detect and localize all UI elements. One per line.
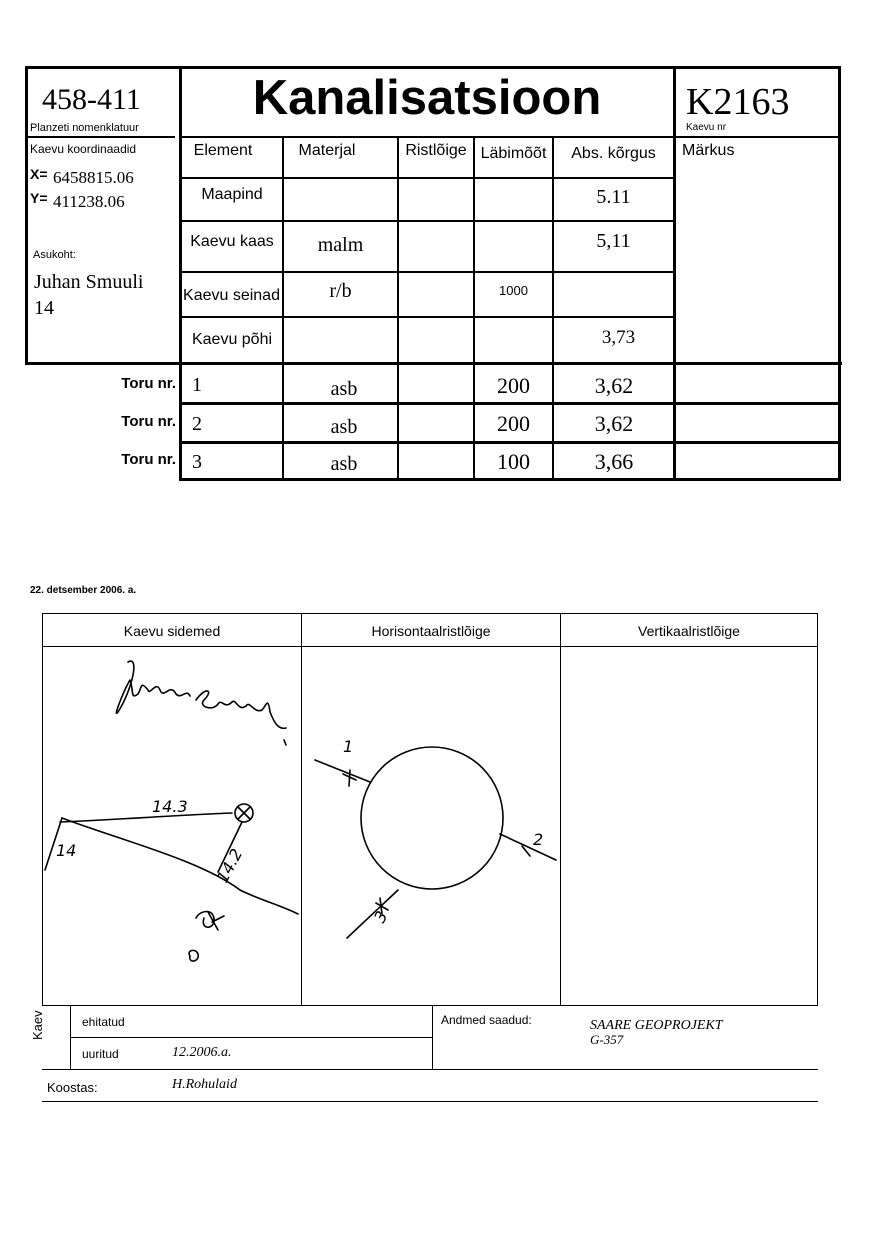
row-element: Kaevu seinad bbox=[183, 287, 280, 304]
col-element: Element bbox=[193, 142, 253, 159]
panel-title-horizontal: Horisontaalristlõige bbox=[371, 623, 491, 639]
y-label: Y= bbox=[30, 190, 48, 206]
pipe-label: Toru nr. bbox=[121, 375, 176, 392]
well-number-value: K2163 bbox=[686, 81, 790, 123]
location-line1: Juhan Smuuli bbox=[34, 271, 144, 293]
row-abs-height: 5.11 bbox=[596, 186, 631, 208]
coordinates-label: Kaevu koordinaadid bbox=[30, 142, 137, 156]
x-value: 6458815.06 bbox=[53, 168, 134, 187]
pipe-number: 1 bbox=[192, 374, 202, 396]
pipe-material: asb bbox=[330, 378, 358, 400]
pipe-label: Toru nr. bbox=[121, 413, 176, 430]
pipe-diameter: 200 bbox=[497, 373, 530, 398]
row-material: malm bbox=[317, 234, 364, 256]
row-diameter: 1000 bbox=[499, 283, 528, 298]
row-material: r/b bbox=[329, 280, 352, 302]
location-label: Asukoht: bbox=[33, 249, 76, 261]
y-value: 411238.06 bbox=[53, 192, 125, 211]
pipe-label: 2 bbox=[533, 830, 544, 849]
x-label: X= bbox=[30, 166, 48, 182]
pipe-material: asb bbox=[330, 453, 358, 475]
pipe-abs-height: 3,66 bbox=[594, 449, 634, 474]
col-diameter: Läbimõõt bbox=[480, 145, 547, 162]
pipe-number: 2 bbox=[192, 413, 202, 435]
row-element: Kaevu kaas bbox=[190, 233, 274, 250]
row-element: Maapind bbox=[201, 186, 263, 203]
footer-side-label: Kaev bbox=[30, 1010, 45, 1040]
signature bbox=[116, 661, 286, 745]
pipe-label: 3 bbox=[370, 907, 392, 926]
dimension-label: 14 bbox=[56, 841, 77, 860]
compiled-label: Koostas: bbox=[47, 1080, 98, 1095]
pipe-material: asb bbox=[330, 416, 358, 438]
col-abs-height: Abs. kõrgus bbox=[571, 145, 656, 162]
location-line2: 14 bbox=[34, 297, 54, 319]
well-number-label: Kaevu nr bbox=[686, 122, 727, 133]
data-from-label: Andmed saadud: bbox=[441, 1013, 532, 1027]
pipe-abs-height: 3,62 bbox=[594, 373, 634, 398]
pipe-label: 1 bbox=[343, 737, 354, 756]
compiled-value: H.Rohulaid bbox=[172, 1077, 237, 1092]
nomenclature-label: Planzeti nomenklatuur bbox=[30, 122, 139, 134]
surveyed-label: uuritud bbox=[82, 1047, 119, 1061]
row-abs-height: 3,73 bbox=[601, 327, 636, 348]
row-element: Kaevu põhi bbox=[191, 331, 273, 348]
built-label: ehitatud bbox=[82, 1015, 125, 1029]
data-from-line2: G-357 bbox=[590, 1032, 624, 1047]
pipe-diameter: 200 bbox=[497, 411, 530, 436]
col-material: Materjal bbox=[298, 142, 356, 159]
surveyed-value: 12.2006.a. bbox=[172, 1045, 232, 1060]
data-from-line1: SAARE GEOPROJEKT bbox=[590, 1018, 723, 1033]
pipe-number: 3 bbox=[192, 451, 202, 473]
page-title: Kanalisatsioon bbox=[252, 71, 602, 125]
dimension-label: 14.2 bbox=[212, 845, 247, 886]
nomenclature-value: 458-411 bbox=[42, 83, 141, 116]
pipe-label: Toru nr. bbox=[121, 451, 176, 468]
pipe-diameter: 100 bbox=[497, 449, 530, 474]
dimension-label: 14.3 bbox=[152, 797, 188, 816]
col-cross-section: Ristlõige bbox=[405, 142, 467, 159]
col-notes: Märkus bbox=[682, 142, 735, 159]
row-abs-height: 5,11 bbox=[596, 230, 631, 252]
pipe-abs-height: 3,62 bbox=[594, 411, 634, 436]
panel-title-vertical: Vertikaalristlõige bbox=[638, 623, 740, 639]
panel-title-connections: Kaevu sidemed bbox=[123, 623, 221, 639]
document-date: 22. detsember 2006. a. bbox=[30, 585, 137, 596]
